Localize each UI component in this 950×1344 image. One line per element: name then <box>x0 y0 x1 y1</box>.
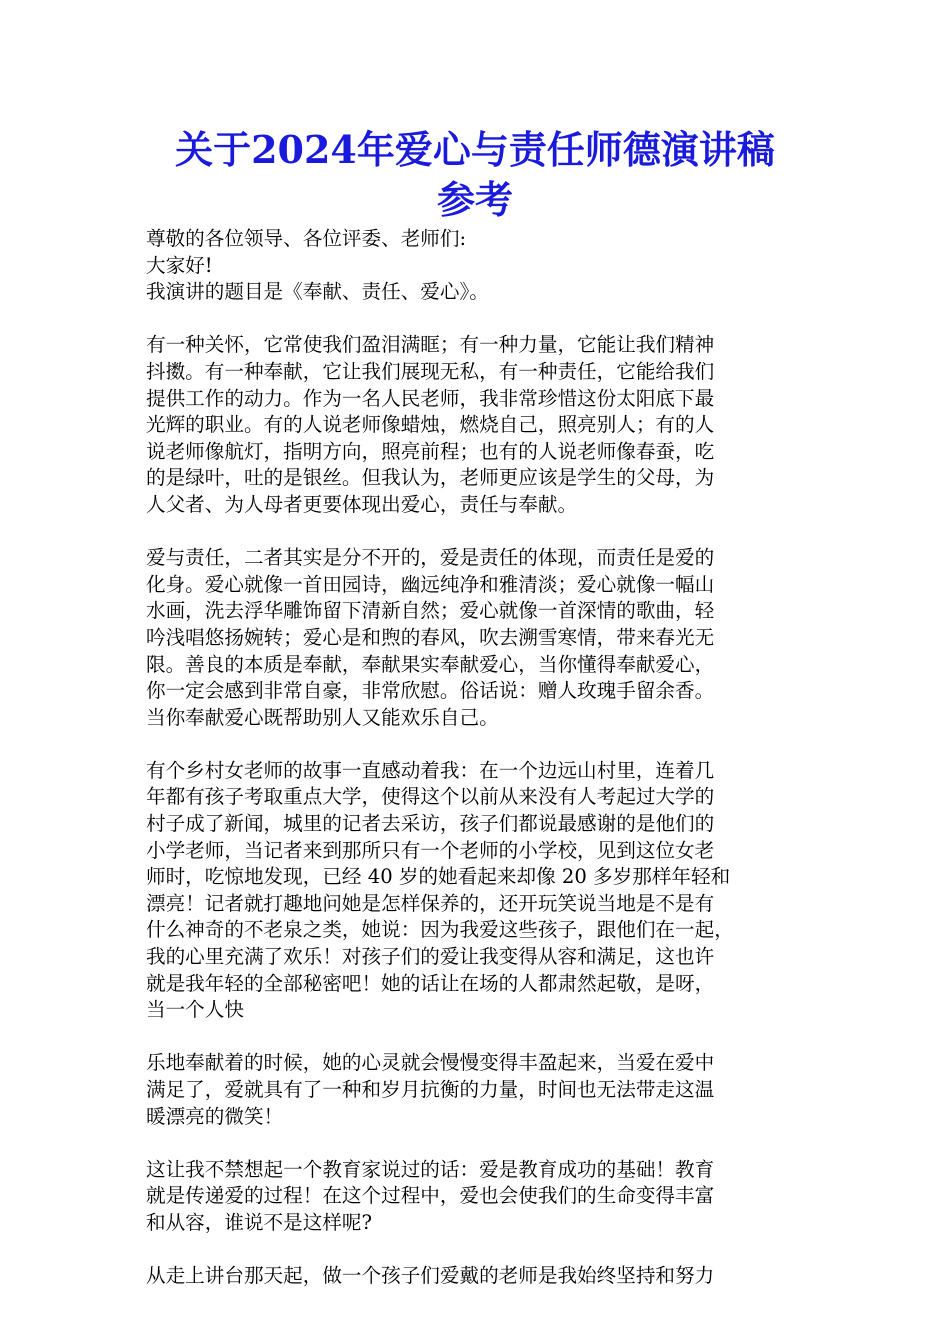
paragraph-line: 年都有孩子考取重点大学，使得这个以前从来没有人考起过大学的 <box>146 785 715 809</box>
paragraph-line: 暖漂亮的微笑！ <box>146 1104 284 1128</box>
paragraph-spacer <box>146 519 824 546</box>
paragraph-line: 说老师像航灯，指明方向，照亮前程；也有的人说老师像春蚕，吃 <box>146 439 715 463</box>
paragraph-3 <box>146 758 824 1024</box>
paragraph-line: 师时，吃惊地发现，已经 40 岁的她看起来却像 20 多岁那样年轻和 <box>146 865 731 889</box>
paragraph-line: 当你奉献爱心既帮助别人又能欢乐自己。 <box>146 705 499 729</box>
paragraph-line: 你一定会感到非常自豪，非常欣慰。俗话说：赠人玫瑰手留余香。 <box>146 679 715 703</box>
salutation: 尊敬的各位领导、各位评委、老师们: <box>146 227 467 250</box>
paragraph-line: 抖擞。有一种奉献，它让我们展现无私，有一种责任，它能给我们 <box>146 359 715 383</box>
paragraph-line: 水画，洗去浮华雕饰留下清新自然；爱心就像一首深情的歌曲，轻 <box>146 599 715 623</box>
paragraph-1 <box>146 332 824 518</box>
paragraph-line: 和从容，谁说不是这样呢? <box>146 1210 373 1234</box>
paragraph-spacer <box>146 1130 824 1157</box>
paragraph-line: 化身。爱心就像一首田园诗，幽远纯净和雅清淡；爱心就像一幅山 <box>146 572 715 596</box>
paragraph-line: 这让我不禁想起一个教育家说过的话：爱是教育成功的基础！教育 <box>146 1157 715 1181</box>
paragraph-line: 爱与责任，二者其实是分不开的，爱是责任的体现，而责任是爱的 <box>146 546 715 570</box>
paragraph-line: 漂亮！记者就打趣地问她是怎样保养的，还开玩笑说当地是不是有 <box>146 891 715 915</box>
paragraph-line: 我的心里充满了欢乐！对孩子们的爱让我变得从容和满足，这也许 <box>146 945 715 969</box>
paragraph-line: 提供工作的动力。作为一名人民老师，我非常珍惜这份太阳底下最 <box>146 386 715 410</box>
title-line-2: 参考 <box>436 177 513 222</box>
document-body <box>146 226 824 1290</box>
paragraph-spacer <box>146 731 824 758</box>
paragraph-6 <box>146 1263 824 1290</box>
paragraph-line: 人父者、为人母者更要体现出爱心，责任与奉献。 <box>146 492 578 516</box>
paragraph-spacer <box>146 1024 824 1051</box>
paragraph-line: 有个乡村女老师的故事一直感动着我：在一个边远山村里，连着几 <box>146 758 715 782</box>
speech-topic: 我演讲的题目是《奉献、责任、爱心》。 <box>146 280 489 304</box>
paragraph-line: 满足了，爱就具有了一种和岁月抗衡的力量，时间也无法带走这温 <box>146 1078 715 1101</box>
paragraph-line: 光辉的职业。有的人说老师像蜡烛，燃烧自己，照亮别人；有的人 <box>146 413 715 437</box>
paragraph-line: 从走上讲台那天起，做一个孩子们爱戴的老师是我始终坚持和努力 <box>146 1264 715 1288</box>
paragraph-line: 小学老师，当记者来到那所只有一个老师的小学校，见到这位女老 <box>146 838 715 862</box>
paragraph-4 <box>146 1050 824 1130</box>
paragraph-line: 当一个人快 <box>146 998 244 1022</box>
paragraph-line: 吟浅唱悠扬婉转；爱心是和煦的春风，吹去溯雪寒情，带来春光无 <box>146 625 715 649</box>
paragraph-spacer <box>146 306 824 333</box>
document-title <box>130 125 820 225</box>
paragraph-line: 什么神奇的不老泉之类，她说：因为我爱这些孩子，跟他们在一起， <box>146 918 734 942</box>
paragraph-line: 就是我年轻的全部秘密吧！她的话让在场的人都肃然起敬，是呀， <box>146 971 715 995</box>
paragraph-line: 限。善良的本质是奉献，奉献果实奉献爱心，当你懂得奉献爱心， <box>146 652 715 676</box>
paragraph-line: 有一种关怀，它常使我们盈泪满眶；有一种力量，它能让我们精神 <box>146 333 715 357</box>
paragraph-line: 就是传递爱的过程！在这个过程中，爱也会使我们的生命变得丰富 <box>146 1184 715 1208</box>
title-line-1: 关于2024年爱心与责任师德演讲稿 <box>175 127 775 172</box>
paragraph-line: 的是绿叶，吐的是银丝。但我认为，老师更应该是学生的父母，为 <box>146 466 715 490</box>
paragraph-line: 村子成了新闻，城里的记者去采访，孩子们都说最感谢的是他们的 <box>146 812 715 836</box>
paragraph-2 <box>146 545 824 731</box>
paragraph-spacer <box>146 1237 824 1264</box>
paragraph-line: 乐地奉献着的时候，她的心灵就会慢慢变得丰盈起来，当爱在爱中 <box>146 1051 715 1075</box>
greeting: 大家好! <box>146 253 213 277</box>
paragraph-5 <box>146 1157 824 1237</box>
